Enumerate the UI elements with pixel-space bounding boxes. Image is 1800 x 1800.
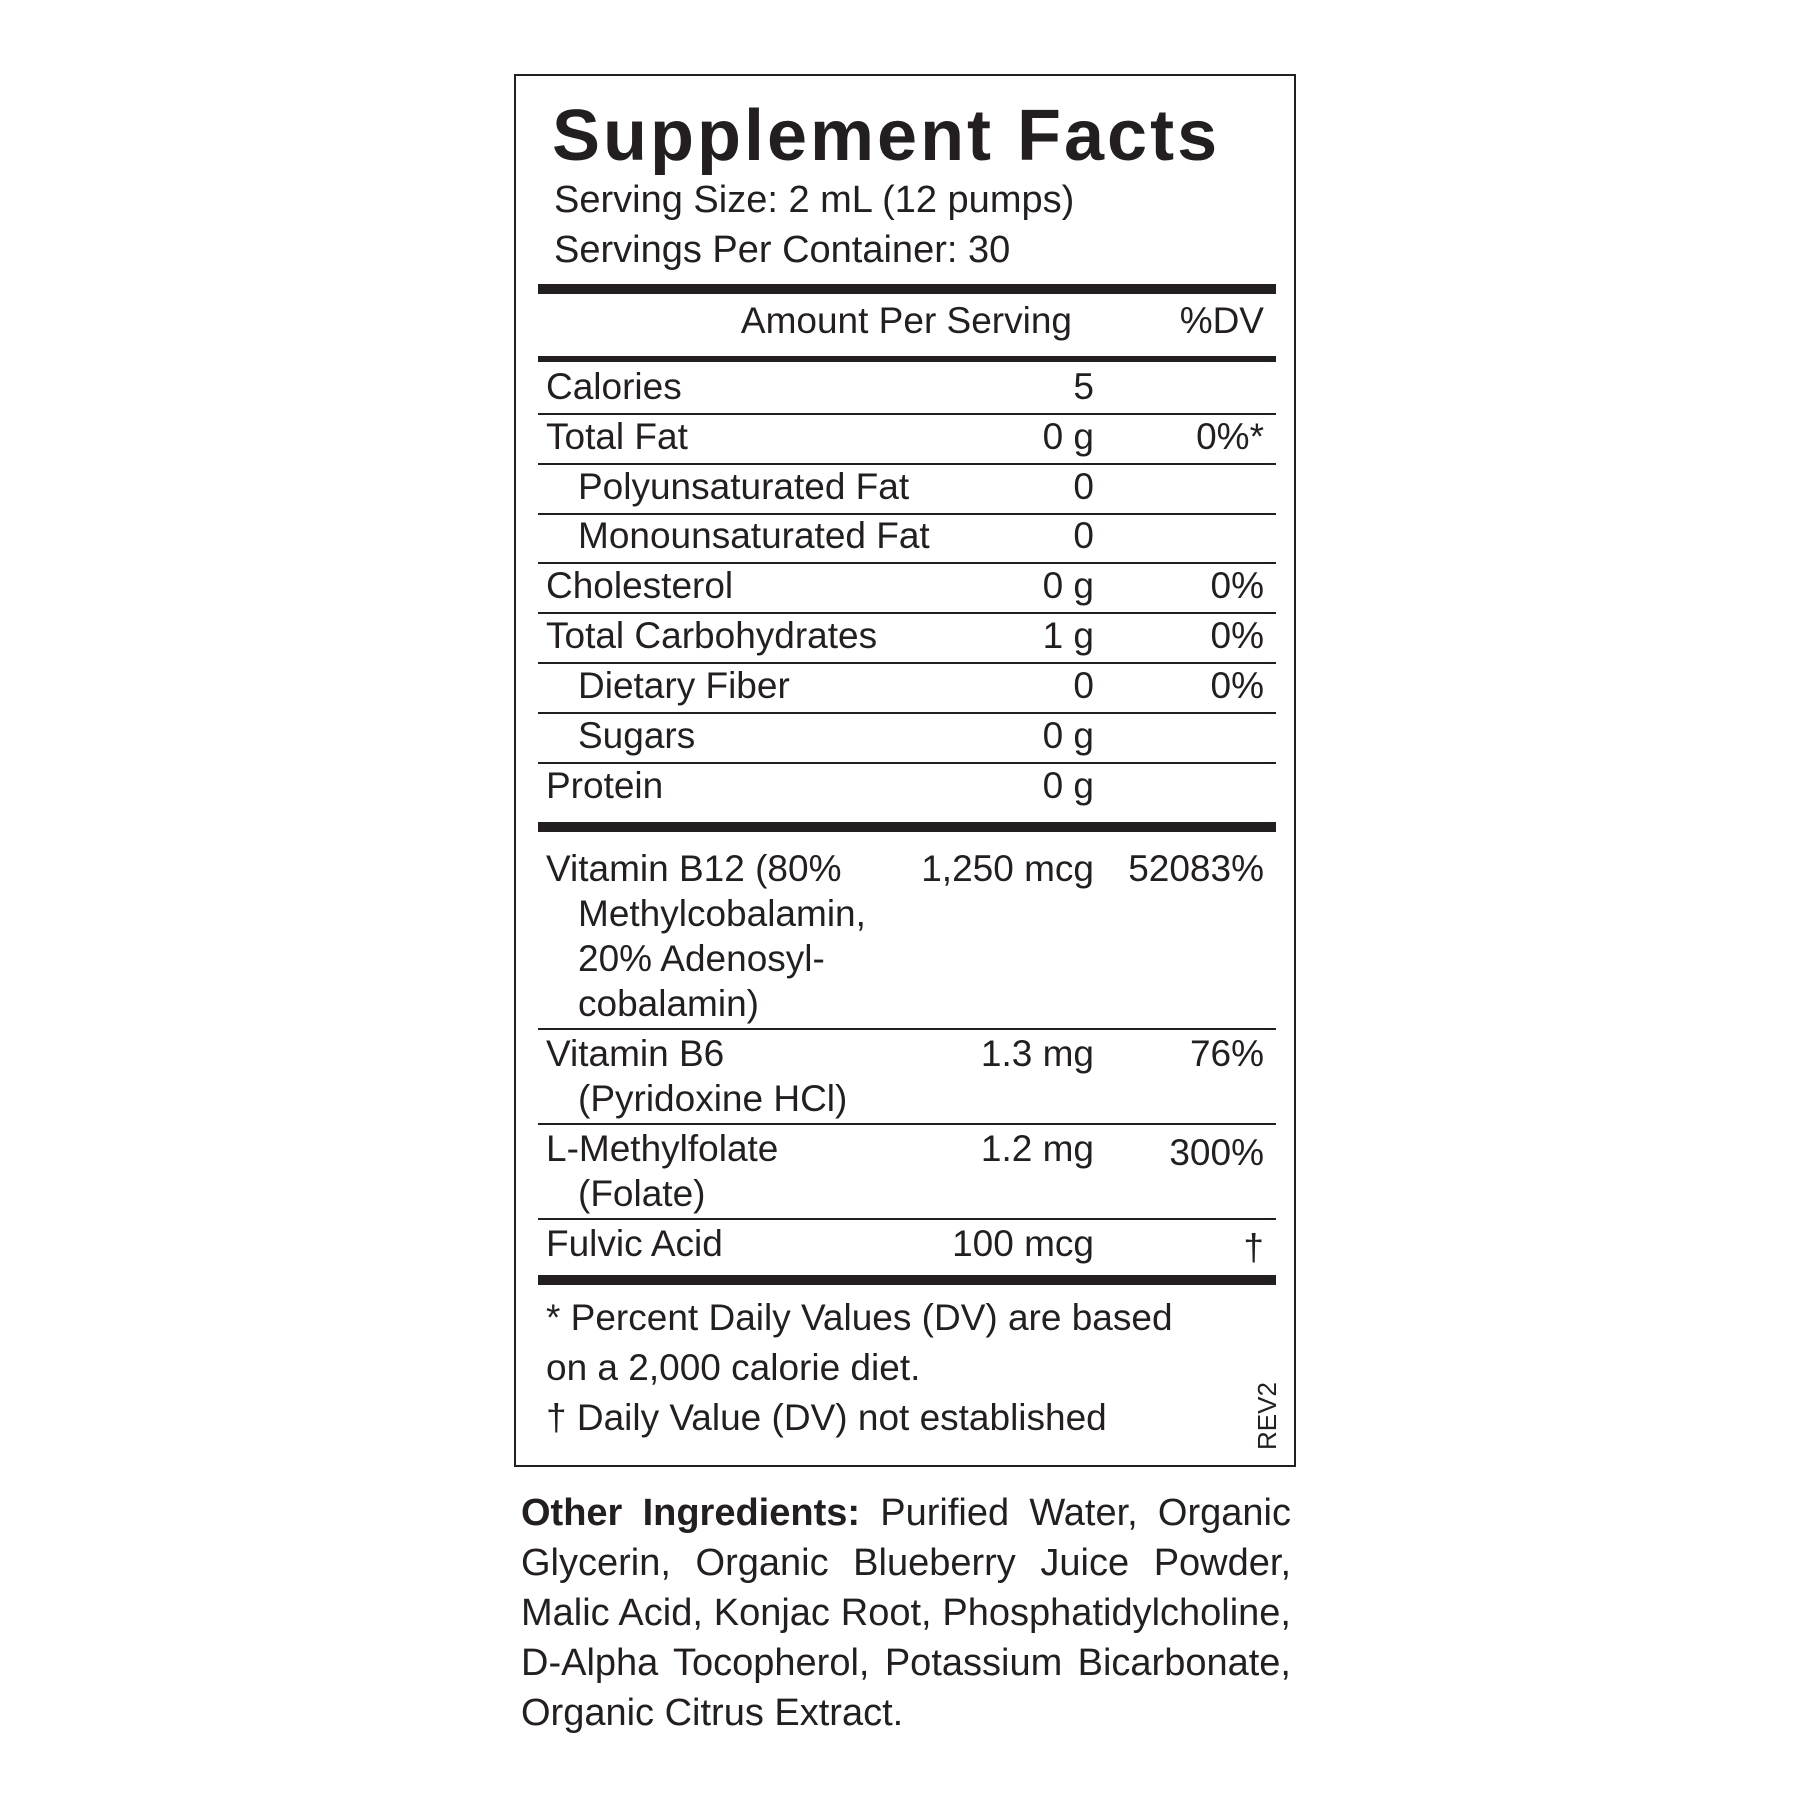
footnote-not-established: † Daily Value (DV) not established: [546, 1397, 1107, 1438]
vitamin-amount-fulvic-acid: 100 mcg: [952, 1223, 1094, 1264]
nutrient-amount-cholesterol: 0 g: [1042, 565, 1094, 606]
nutrient-amount-sugars: 0 g: [1042, 715, 1094, 756]
nutrient-amount-polyunsaturated-fat: 0: [1073, 466, 1094, 507]
nutrient-name-total-fat: Total Fat: [546, 416, 688, 457]
label-title: Supplement Facts: [552, 96, 1221, 176]
vitamin-amount-methylfolate: 1.2 mg: [980, 1128, 1094, 1169]
supplement-facts-panel: [514, 74, 1296, 1467]
nutrient-name-monounsaturated-fat: Monounsaturated Fat: [578, 515, 930, 556]
nutrient-name-sugars: Sugars: [578, 715, 696, 756]
divider-thick: [538, 822, 1276, 832]
vitamin-name-b6-line2: (Pyridoxine HCl): [578, 1078, 848, 1119]
vitamin-dv-fulvic-acid: †: [1243, 1227, 1264, 1268]
nutrient-amount-calories: 5: [1073, 366, 1094, 407]
divider-medium: [538, 356, 1276, 362]
nutrient-name-cholesterol: Cholesterol: [546, 565, 734, 606]
vitamin-name-b12-line2: Methylcobalamin,: [578, 893, 866, 934]
divider-thick: [538, 1275, 1276, 1285]
vitamin-name-methylfolate-line2: (Folate): [578, 1173, 706, 1214]
serving-size: Serving Size: 2 mL (12 pumps): [554, 179, 1075, 221]
nutrient-amount-dietary-fiber: 0: [1073, 665, 1094, 706]
other-ingredients: [521, 1488, 1291, 1738]
vitamin-dv-b6: 76%: [1189, 1033, 1264, 1074]
row-divider: [538, 1028, 1276, 1030]
row-divider: [538, 1123, 1276, 1125]
vitamin-name-b12-line3: 20% Adenosyl-: [578, 938, 825, 979]
footnote-dv-line1: * Percent Daily Values (DV) are based: [546, 1297, 1173, 1338]
nutrient-name-dietary-fiber: Dietary Fiber: [578, 665, 790, 706]
nutrient-dv-total-fat: 0%*: [1196, 416, 1264, 457]
footnote-dv-line2: on a 2,000 calorie diet.: [546, 1347, 921, 1388]
nutrient-name-protein: Protein: [546, 765, 664, 806]
vitamin-name-b12-line4: cobalamin): [578, 983, 759, 1024]
nutrient-amount-total-carbohydrates: 1 g: [1042, 615, 1094, 656]
header-dv: %DV: [1179, 300, 1264, 341]
revision-code: REV2: [1252, 1382, 1282, 1450]
vitamin-dv-b12: 52083%: [1128, 848, 1264, 889]
nutrient-dv-cholesterol: 0%: [1210, 565, 1264, 606]
row-divider: [538, 1218, 1276, 1220]
nutrient-amount-protein: 0 g: [1042, 765, 1094, 806]
vitamin-name-b6-line1: Vitamin B6: [546, 1033, 725, 1074]
header-amount-per-serving: Amount Per Serving: [740, 300, 1072, 341]
vitamin-dv-methylfolate: 300%: [1169, 1132, 1264, 1173]
other-ingredients-heading: Other Ingredients:: [521, 1492, 861, 1534]
nutrient-dv-total-carbohydrates: 0%: [1210, 615, 1264, 656]
divider-thick: [538, 284, 1276, 294]
vitamin-name-b12-line1: Vitamin B12 (80%: [546, 848, 842, 889]
nutrient-name-polyunsaturated-fat: Polyunsaturated Fat: [578, 466, 910, 507]
servings-per-container: Servings Per Container: 30: [554, 229, 1011, 271]
vitamin-amount-b6: 1.3 mg: [980, 1033, 1094, 1074]
vitamin-name-fulvic-acid: Fulvic Acid: [546, 1223, 723, 1264]
other-ingredients-list: Purified Water, Organic Glycerin, Organic Blueberry Juice Powder, Malic Acid, Konjac Root, Phosphatidylcholine, D-Alpha Tocopherol, Potassium Bicarbonate, Organic Citrus Extract.: [521, 1492, 1291, 1734]
vitamin-name-methylfolate-line1: L-Methylfolate: [546, 1128, 779, 1169]
nutrient-name-calories: Calories: [546, 366, 682, 407]
nutrient-amount-monounsaturated-fat: 0: [1073, 515, 1094, 556]
nutrient-dv-dietary-fiber: 0%: [1210, 665, 1264, 706]
nutrient-amount-total-fat: 0 g: [1042, 416, 1094, 457]
nutrient-name-total-carbohydrates: Total Carbohydrates: [546, 615, 878, 656]
vitamin-amount-b12: 1,250 mcg: [921, 848, 1094, 889]
